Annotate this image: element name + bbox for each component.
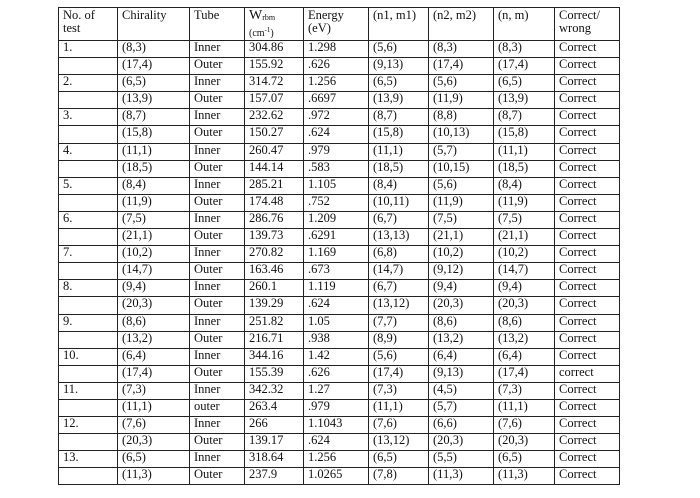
cell-n1m1: (6,5) xyxy=(369,451,429,468)
header-energy-line2: (eV) xyxy=(308,21,331,35)
cell-test-number xyxy=(59,297,118,314)
header-wrbm-superscript: -1 xyxy=(264,26,271,34)
cell-test-number xyxy=(59,126,118,143)
cell-n1m1: (5,6) xyxy=(369,348,429,365)
cell-n2m2: (9,13) xyxy=(429,365,494,382)
table-body xyxy=(59,41,620,485)
cell-tube: Outer xyxy=(190,194,245,211)
cell-energy: 1.209 xyxy=(304,211,369,228)
cell-n1m1: (6,7) xyxy=(369,280,429,297)
table-row xyxy=(59,211,620,228)
cell-tube: Outer xyxy=(190,160,245,177)
header-n2m2: (n2, m2) xyxy=(429,8,494,41)
cell-tube: Inner xyxy=(190,451,245,468)
cell-tube: Outer xyxy=(190,92,245,109)
cell-result: Correct xyxy=(555,41,620,58)
cell-nm: (11,1) xyxy=(494,143,555,160)
cell-nm: (13,9) xyxy=(494,92,555,109)
cell-result: Correct xyxy=(555,331,620,348)
header-row xyxy=(59,8,620,41)
cell-tube: Outer xyxy=(190,468,245,485)
cell-chirality: (6,5) xyxy=(118,75,190,92)
cell-result: Correct xyxy=(555,177,620,194)
cell-test-number xyxy=(59,58,118,75)
cell-energy: .979 xyxy=(304,143,369,160)
cell-tube: Outer xyxy=(190,126,245,143)
table-row xyxy=(59,160,620,177)
cell-n2m2: (9,12) xyxy=(429,263,494,280)
cell-n2m2: (10,2) xyxy=(429,246,494,263)
table-row xyxy=(59,143,620,160)
table-row xyxy=(59,382,620,399)
header-correct-wrong xyxy=(555,8,620,41)
cell-n2m2: (5,6) xyxy=(429,75,494,92)
header-wrbm-subscript: rbm xyxy=(262,13,276,22)
cell-wrbm: 150.27 xyxy=(245,126,304,143)
cell-result: Correct xyxy=(555,417,620,434)
cell-nm: (6,5) xyxy=(494,451,555,468)
cell-chirality: (20,3) xyxy=(118,434,190,451)
cell-tube: Inner xyxy=(190,280,245,297)
cell-test-number: 8. xyxy=(59,280,118,297)
table-row xyxy=(59,41,620,58)
cell-n2m2: (5,5) xyxy=(429,451,494,468)
cell-nm: (11,9) xyxy=(494,194,555,211)
cell-test-number: 3. xyxy=(59,109,118,126)
cell-result: Correct xyxy=(555,160,620,177)
cell-n2m2: (13,2) xyxy=(429,331,494,348)
cell-chirality: (17,4) xyxy=(118,58,190,75)
table-row xyxy=(59,92,620,109)
cell-n2m2: (8,3) xyxy=(429,41,494,58)
cell-energy: .624 xyxy=(304,434,369,451)
cell-energy: .752 xyxy=(304,194,369,211)
table-row xyxy=(59,451,620,468)
cell-wrbm: 270.82 xyxy=(245,246,304,263)
cell-n1m1: (13,12) xyxy=(369,434,429,451)
cell-nm: (21,1) xyxy=(494,229,555,246)
cell-chirality: (6,4) xyxy=(118,348,190,365)
header-wrbm-symbol: W xyxy=(249,8,263,23)
cell-energy: 1.256 xyxy=(304,451,369,468)
cell-test-number xyxy=(59,92,118,109)
results-table xyxy=(58,7,620,485)
cell-energy: .626 xyxy=(304,365,369,382)
table-header xyxy=(59,8,620,41)
cell-n1m1: (15,8) xyxy=(369,126,429,143)
cell-nm: (17,4) xyxy=(494,58,555,75)
cell-n1m1: (7,3) xyxy=(369,382,429,399)
cell-wrbm: 344.16 xyxy=(245,348,304,365)
cell-tube: outer xyxy=(190,399,245,416)
cell-result: Correct xyxy=(555,194,620,211)
cell-wrbm: 314.72 xyxy=(245,75,304,92)
cell-chirality: (11,9) xyxy=(118,194,190,211)
cell-energy: 1.256 xyxy=(304,75,369,92)
cell-test-number: 11. xyxy=(59,382,118,399)
cell-wrbm: 260.1 xyxy=(245,280,304,297)
cell-energy: .972 xyxy=(304,109,369,126)
cell-result: Correct xyxy=(555,75,620,92)
cell-nm: (14,7) xyxy=(494,263,555,280)
cell-chirality: (17,4) xyxy=(118,365,190,382)
cell-result: Correct xyxy=(555,246,620,263)
cell-n1m1: (18,5) xyxy=(369,160,429,177)
cell-wrbm: 163.46 xyxy=(245,263,304,280)
cell-tube: Inner xyxy=(190,382,245,399)
cell-n1m1: (10,11) xyxy=(369,194,429,211)
cell-nm: (10,2) xyxy=(494,246,555,263)
cell-result: Correct xyxy=(555,126,620,143)
cell-nm: (9,4) xyxy=(494,280,555,297)
cell-tube: Inner xyxy=(190,417,245,434)
cell-tube: Outer xyxy=(190,297,245,314)
cell-n1m1: (6,5) xyxy=(369,75,429,92)
cell-n2m2: (8,8) xyxy=(429,109,494,126)
cell-n2m2: (20,3) xyxy=(429,434,494,451)
cell-chirality: (6,5) xyxy=(118,451,190,468)
cell-n2m2: (21,1) xyxy=(429,229,494,246)
cell-wrbm: 266 xyxy=(245,417,304,434)
cell-n2m2: (11,9) xyxy=(429,194,494,211)
cell-tube: Outer xyxy=(190,263,245,280)
cell-n2m2: (4,5) xyxy=(429,382,494,399)
cell-wrbm: 139.29 xyxy=(245,297,304,314)
cell-chirality: (15,8) xyxy=(118,126,190,143)
cell-test-number xyxy=(59,194,118,211)
cell-n2m2: (6,4) xyxy=(429,348,494,365)
cell-result: Correct xyxy=(555,382,620,399)
cell-energy: 1.05 xyxy=(304,314,369,331)
table-row xyxy=(59,126,620,143)
cell-n1m1: (7,6) xyxy=(369,417,429,434)
cell-n1m1: (13,9) xyxy=(369,92,429,109)
cell-test-number xyxy=(59,434,118,451)
table-row xyxy=(59,177,620,194)
cell-result: Correct xyxy=(555,92,620,109)
cell-tube: Inner xyxy=(190,109,245,126)
table-row xyxy=(59,263,620,280)
cell-chirality: (18,5) xyxy=(118,160,190,177)
header-wrbm-unit: (cm xyxy=(249,28,265,39)
header-chirality: Chirality xyxy=(118,8,190,41)
cell-wrbm: 139.17 xyxy=(245,434,304,451)
cell-chirality: (7,6) xyxy=(118,417,190,434)
cell-tube: Outer xyxy=(190,58,245,75)
cell-tube: Outer xyxy=(190,434,245,451)
cell-n1m1: (7,8) xyxy=(369,468,429,485)
cell-result: Correct xyxy=(555,399,620,416)
cell-tube: Inner xyxy=(190,348,245,365)
cell-n1m1: (14,7) xyxy=(369,263,429,280)
header-n1m1: (n1, m1) xyxy=(369,8,429,41)
cell-test-number xyxy=(59,468,118,485)
cell-tube: Inner xyxy=(190,211,245,228)
cell-energy: 1.0265 xyxy=(304,468,369,485)
cell-energy: 1.119 xyxy=(304,280,369,297)
cell-test-number: 6. xyxy=(59,211,118,228)
cell-n1m1: (13,13) xyxy=(369,229,429,246)
cell-tube: Inner xyxy=(190,143,245,160)
cell-chirality: (7,5) xyxy=(118,211,190,228)
cell-test-number: 13. xyxy=(59,451,118,468)
cell-n2m2: (20,3) xyxy=(429,297,494,314)
cell-test-number: 9. xyxy=(59,314,118,331)
cell-wrbm: 260.47 xyxy=(245,143,304,160)
cell-tube: Inner xyxy=(190,314,245,331)
cell-nm: (20,3) xyxy=(494,434,555,451)
cell-energy: .624 xyxy=(304,126,369,143)
cell-tube: Inner xyxy=(190,75,245,92)
cell-energy: .6291 xyxy=(304,229,369,246)
cell-n2m2: (7,5) xyxy=(429,211,494,228)
cell-wrbm: 263.4 xyxy=(245,399,304,416)
cell-result: correct xyxy=(555,365,620,382)
cell-chirality: (21,1) xyxy=(118,229,190,246)
table-row xyxy=(59,58,620,75)
cell-n1m1: (17,4) xyxy=(369,365,429,382)
cell-chirality: (11,1) xyxy=(118,143,190,160)
cell-energy: .938 xyxy=(304,331,369,348)
cell-nm: (7,5) xyxy=(494,211,555,228)
header-energy xyxy=(304,8,369,41)
cell-energy: 1.42 xyxy=(304,348,369,365)
header-tube: Tube xyxy=(190,8,245,41)
cell-energy: 1.298 xyxy=(304,41,369,58)
cell-chirality: (11,1) xyxy=(118,399,190,416)
cell-chirality: (20,3) xyxy=(118,297,190,314)
cell-wrbm: 251.82 xyxy=(245,314,304,331)
cell-test-number: 7. xyxy=(59,246,118,263)
table-row xyxy=(59,417,620,434)
cell-n2m2: (9,4) xyxy=(429,280,494,297)
cell-n1m1: (11,1) xyxy=(369,143,429,160)
cell-n2m2: (17,4) xyxy=(429,58,494,75)
cell-result: Correct xyxy=(555,58,620,75)
cell-test-number: 10. xyxy=(59,348,118,365)
results-table-container xyxy=(58,7,620,485)
cell-test-number xyxy=(59,365,118,382)
cell-chirality: (8,6) xyxy=(118,314,190,331)
cell-energy: 1.105 xyxy=(304,177,369,194)
header-test-number xyxy=(59,8,118,41)
cell-energy: .626 xyxy=(304,58,369,75)
cell-result: Correct xyxy=(555,348,620,365)
cell-n1m1: (6,7) xyxy=(369,211,429,228)
cell-n2m2: (10,13) xyxy=(429,126,494,143)
cell-n1m1: (6,8) xyxy=(369,246,429,263)
cell-result: Correct xyxy=(555,109,620,126)
cell-tube: Inner xyxy=(190,177,245,194)
cell-test-number: 4. xyxy=(59,143,118,160)
cell-nm: (11,3) xyxy=(494,468,555,485)
cell-chirality: (8,7) xyxy=(118,109,190,126)
cell-chirality: (13,2) xyxy=(118,331,190,348)
cell-n2m2: (5,7) xyxy=(429,143,494,160)
cell-wrbm: 318.64 xyxy=(245,451,304,468)
cell-n2m2: (11,3) xyxy=(429,468,494,485)
cell-wrbm: 285.21 xyxy=(245,177,304,194)
cell-n2m2: (10,15) xyxy=(429,160,494,177)
header-nm: (n, m) xyxy=(494,8,555,41)
cell-n2m2: (11,9) xyxy=(429,92,494,109)
cell-wrbm: 144.14 xyxy=(245,160,304,177)
cell-test-number xyxy=(59,229,118,246)
table-row xyxy=(59,297,620,314)
cell-tube: Outer xyxy=(190,229,245,246)
cell-result: Correct xyxy=(555,280,620,297)
table-row xyxy=(59,75,620,92)
cell-tube: Outer xyxy=(190,331,245,348)
cell-n2m2: (5,7) xyxy=(429,399,494,416)
cell-n1m1: (9,13) xyxy=(369,58,429,75)
cell-nm: (8,3) xyxy=(494,41,555,58)
cell-nm: (8,4) xyxy=(494,177,555,194)
cell-nm: (7,6) xyxy=(494,417,555,434)
cell-test-number: 1. xyxy=(59,41,118,58)
table-row xyxy=(59,280,620,297)
header-test-line1: No. of xyxy=(63,8,95,22)
cell-nm: (11,1) xyxy=(494,399,555,416)
table-row xyxy=(59,229,620,246)
cell-result: Correct xyxy=(555,297,620,314)
cell-nm: (13,2) xyxy=(494,331,555,348)
cell-energy: 1.1043 xyxy=(304,417,369,434)
cell-n2m2: (5,6) xyxy=(429,177,494,194)
header-correct-line2: wrong xyxy=(559,21,591,35)
cell-result: Correct xyxy=(555,263,620,280)
cell-energy: .583 xyxy=(304,160,369,177)
table-row xyxy=(59,331,620,348)
cell-energy: 1.169 xyxy=(304,246,369,263)
cell-wrbm: 174.48 xyxy=(245,194,304,211)
header-test-line2: test xyxy=(63,21,81,35)
table-row xyxy=(59,348,620,365)
cell-result: Correct xyxy=(555,314,620,331)
cell-wrbm: 232.62 xyxy=(245,109,304,126)
cell-chirality: (8,3) xyxy=(118,41,190,58)
cell-n1m1: (8,7) xyxy=(369,109,429,126)
cell-chirality: (9,4) xyxy=(118,280,190,297)
table-row xyxy=(59,468,620,485)
cell-energy: .624 xyxy=(304,297,369,314)
cell-wrbm: 286.76 xyxy=(245,211,304,228)
header-energy-line1: Energy xyxy=(308,8,344,22)
cell-tube: Inner xyxy=(190,41,245,58)
cell-wrbm: 155.92 xyxy=(245,58,304,75)
cell-energy: .6697 xyxy=(304,92,369,109)
cell-result: Correct xyxy=(555,468,620,485)
table-row xyxy=(59,434,620,451)
cell-chirality: (11,3) xyxy=(118,468,190,485)
cell-nm: (6,4) xyxy=(494,348,555,365)
table-row xyxy=(59,399,620,416)
cell-test-number: 5. xyxy=(59,177,118,194)
cell-nm: (7,3) xyxy=(494,382,555,399)
cell-wrbm: 139.73 xyxy=(245,229,304,246)
cell-nm: (15,8) xyxy=(494,126,555,143)
cell-test-number: 2. xyxy=(59,75,118,92)
cell-test-number xyxy=(59,160,118,177)
cell-nm: (6,5) xyxy=(494,75,555,92)
header-wrbm-close: ) xyxy=(270,28,274,39)
cell-wrbm: 157.07 xyxy=(245,92,304,109)
cell-n1m1: (13,12) xyxy=(369,297,429,314)
table-row xyxy=(59,109,620,126)
cell-nm: (18,5) xyxy=(494,160,555,177)
cell-nm: (20,3) xyxy=(494,297,555,314)
cell-tube: Inner xyxy=(190,246,245,263)
cell-energy: .673 xyxy=(304,263,369,280)
cell-nm: (17,4) xyxy=(494,365,555,382)
cell-chirality: (10,2) xyxy=(118,246,190,263)
cell-energy: 1.27 xyxy=(304,382,369,399)
cell-tube: Outer xyxy=(190,365,245,382)
cell-test-number: 12. xyxy=(59,417,118,434)
cell-n2m2: (6,6) xyxy=(429,417,494,434)
cell-wrbm: 237.9 xyxy=(245,468,304,485)
table-row xyxy=(59,246,620,263)
header-correct-line1: Correct/ xyxy=(559,8,600,22)
table-row xyxy=(59,194,620,211)
cell-result: Correct xyxy=(555,434,620,451)
cell-n1m1: (8,4) xyxy=(369,177,429,194)
cell-n1m1: (11,1) xyxy=(369,399,429,416)
cell-chirality: (13,9) xyxy=(118,92,190,109)
cell-test-number xyxy=(59,399,118,416)
cell-test-number xyxy=(59,331,118,348)
cell-chirality: (7,3) xyxy=(118,382,190,399)
cell-wrbm: 155.39 xyxy=(245,365,304,382)
cell-chirality: (14,7) xyxy=(118,263,190,280)
cell-nm: (8,6) xyxy=(494,314,555,331)
cell-energy: .979 xyxy=(304,399,369,416)
table-row xyxy=(59,314,620,331)
cell-n2m2: (8,6) xyxy=(429,314,494,331)
cell-result: Correct xyxy=(555,211,620,228)
table-row xyxy=(59,365,620,382)
cell-n1m1: (5,6) xyxy=(369,41,429,58)
cell-n1m1: (8,9) xyxy=(369,331,429,348)
cell-chirality: (8,4) xyxy=(118,177,190,194)
cell-result: Correct xyxy=(555,143,620,160)
cell-n1m1: (7,7) xyxy=(369,314,429,331)
header-wrbm xyxy=(245,8,304,41)
cell-result: Correct xyxy=(555,229,620,246)
cell-test-number xyxy=(59,263,118,280)
cell-wrbm: 216.71 xyxy=(245,331,304,348)
cell-wrbm: 342.32 xyxy=(245,382,304,399)
cell-result: Correct xyxy=(555,451,620,468)
cell-wrbm: 304.86 xyxy=(245,41,304,58)
cell-nm: (8,7) xyxy=(494,109,555,126)
